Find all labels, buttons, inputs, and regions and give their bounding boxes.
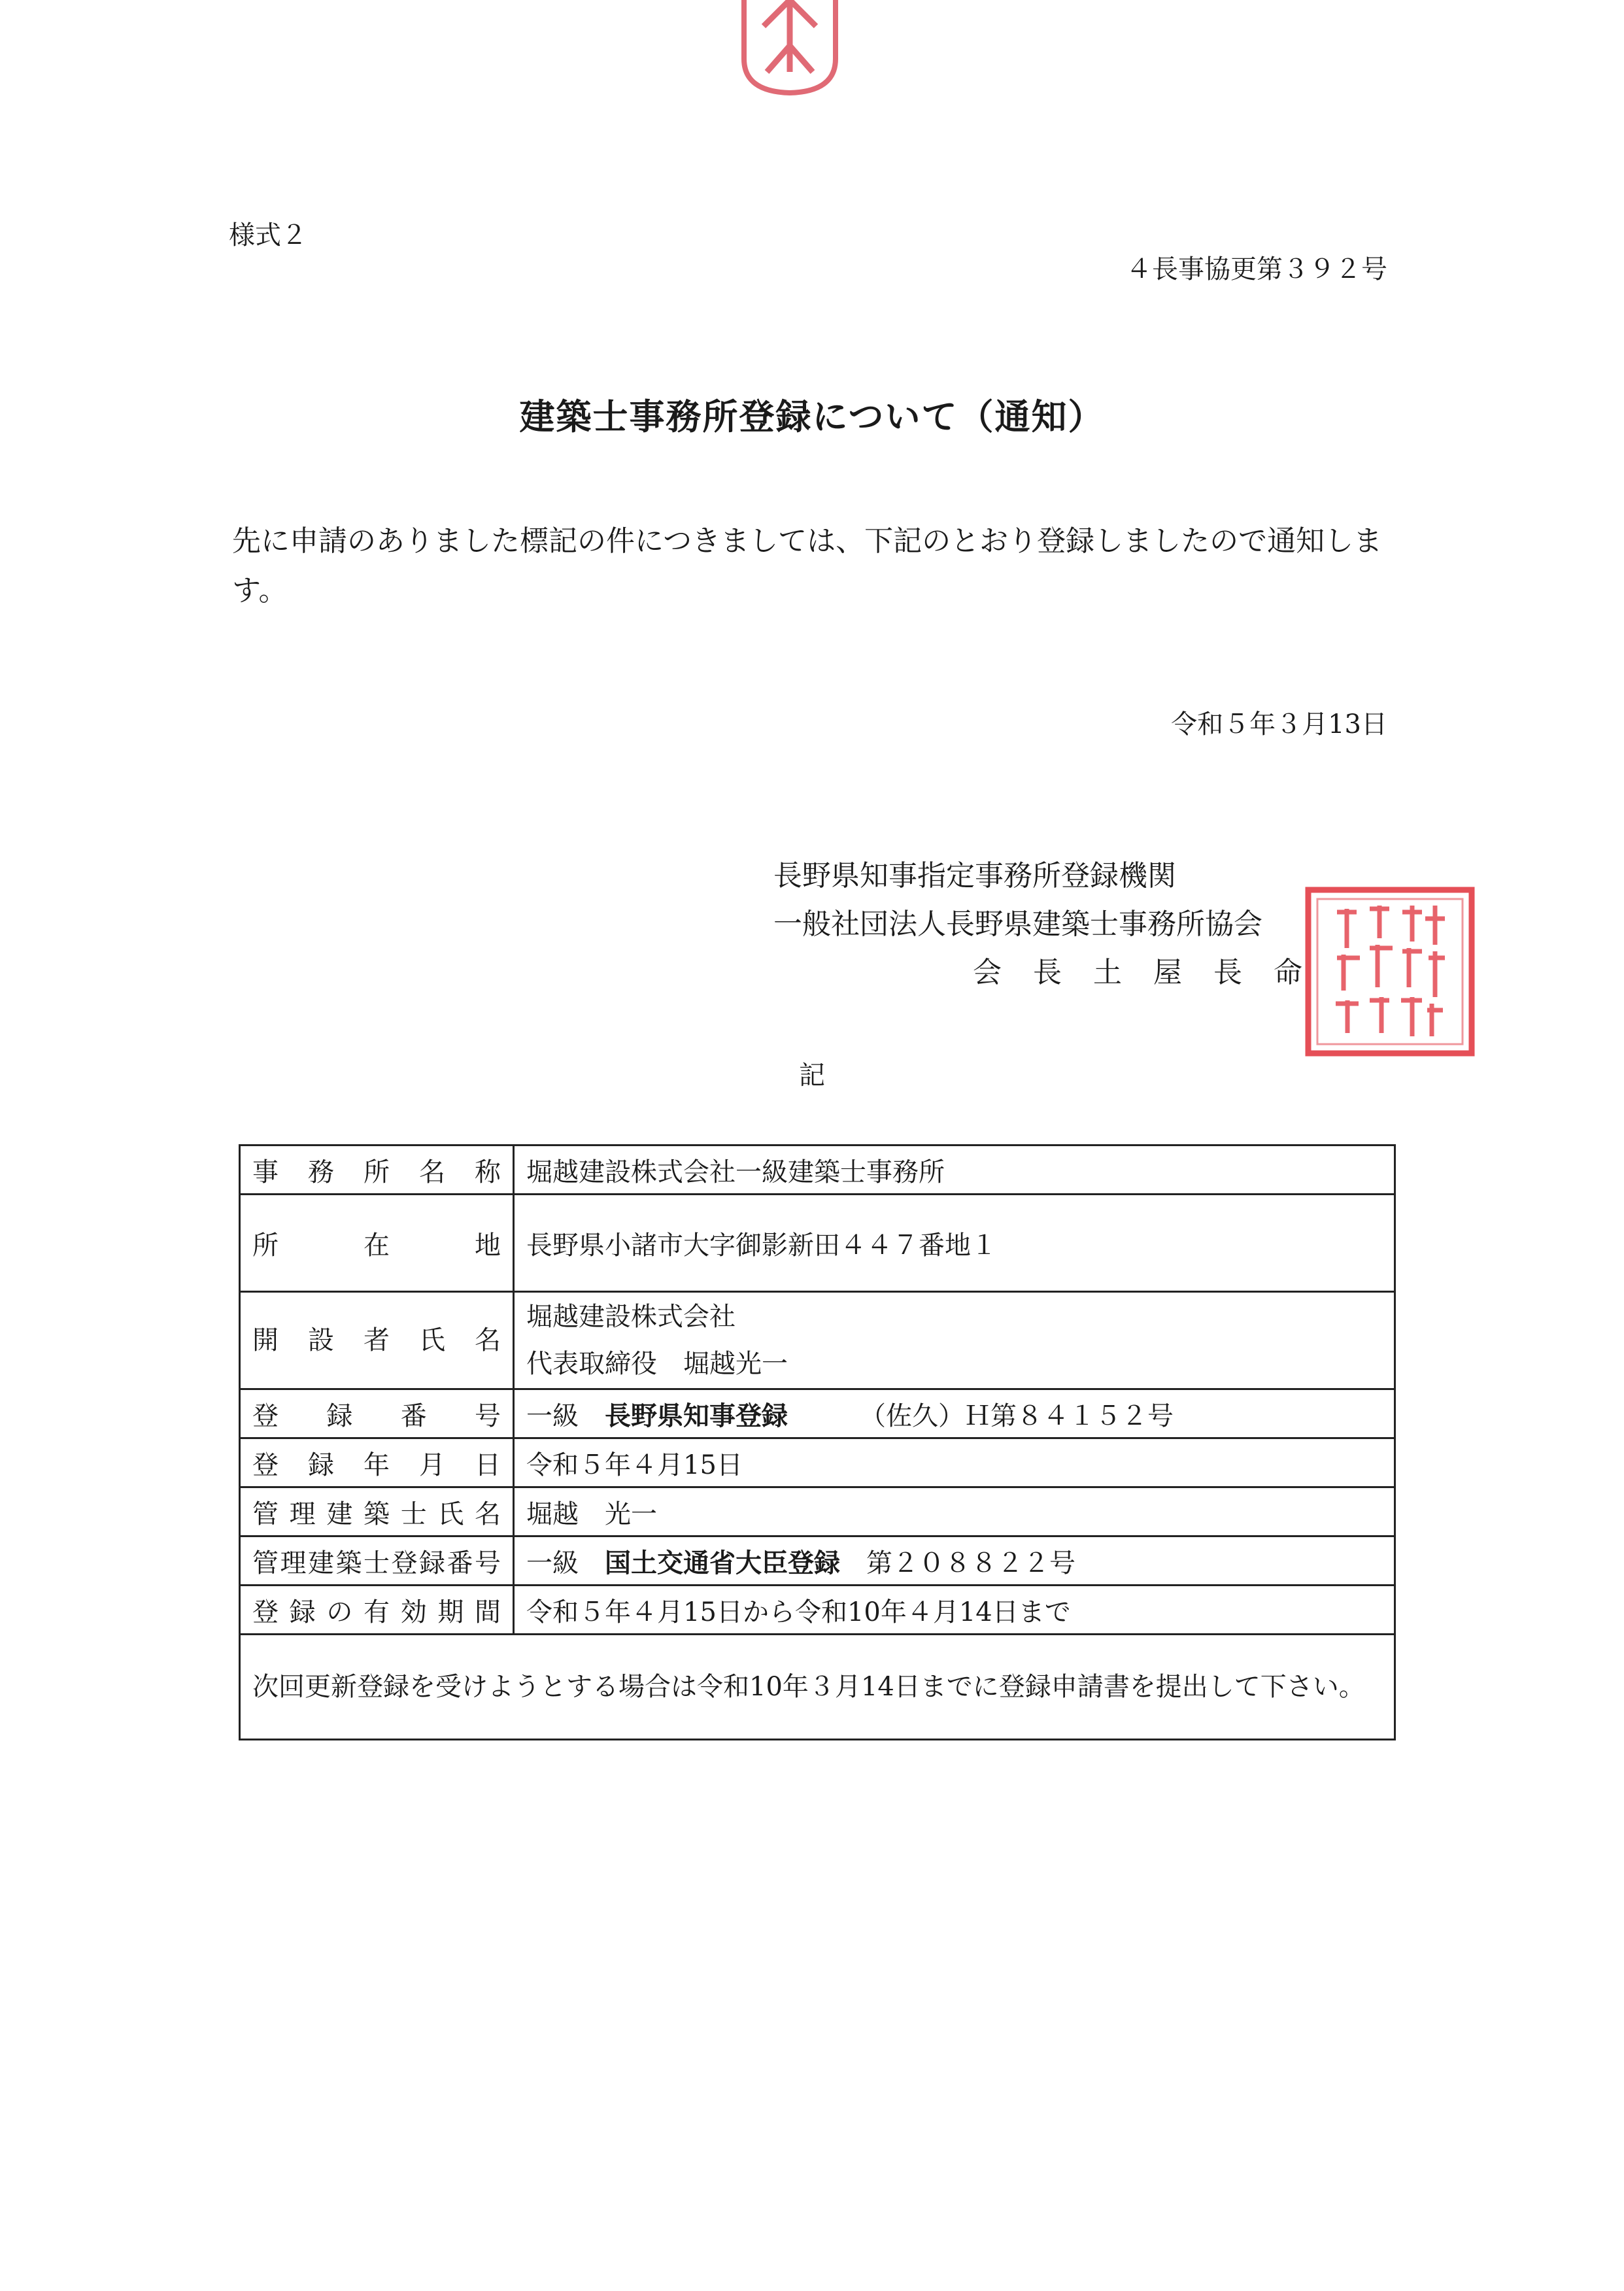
ki-heading: 記 bbox=[799, 1061, 825, 1091]
table-row bbox=[240, 1536, 1395, 1586]
table-row bbox=[240, 1438, 1395, 1487]
office-name-label: 事務所名称 bbox=[240, 1146, 514, 1195]
table-row bbox=[240, 1389, 1395, 1438]
validity-value: 令和５年４月15日から令和10年４月14日まで bbox=[514, 1586, 1395, 1635]
manager-name-label: 管理建築士氏名 bbox=[240, 1487, 514, 1536]
body-text: 先に申請のありました標記の件につきましては、下記のとおり登録しましたので通知します。 bbox=[232, 524, 1383, 607]
table-row bbox=[240, 1195, 1395, 1292]
registration-date-label: 登録年月日 bbox=[240, 1438, 514, 1487]
registration-number: （佐久）Ｈ第８４１５２号 bbox=[860, 1400, 1174, 1431]
document-title: 建築士事務所登録について（通知） bbox=[519, 396, 1105, 437]
issue-date: 令和５年３月13日 bbox=[1171, 709, 1387, 739]
table-row bbox=[240, 1146, 1395, 1195]
official-seal-stamp bbox=[1304, 886, 1476, 1057]
table-row bbox=[240, 1635, 1395, 1740]
manager-grade: 一級 bbox=[526, 1548, 579, 1578]
registration-grade: 一級 bbox=[526, 1400, 579, 1431]
founder-label: 開設者氏名 bbox=[240, 1292, 514, 1389]
form-number: 様式２ bbox=[229, 220, 307, 250]
manager-number-value bbox=[514, 1536, 1395, 1586]
issuer-line-1: 長野県知事指定事務所登録機関 bbox=[773, 859, 1176, 892]
registration-number-value bbox=[514, 1389, 1395, 1438]
founder-value bbox=[514, 1292, 1395, 1389]
table-row bbox=[240, 1487, 1395, 1536]
office-name-value: 堀越建設株式会社一級建築士事務所 bbox=[514, 1146, 1395, 1195]
reference-number: ４長事協更第３９２号 bbox=[1126, 254, 1387, 284]
validity-label: 登録の有効期間 bbox=[240, 1586, 514, 1635]
registration-number-label: 登録番号 bbox=[240, 1389, 514, 1438]
registration-table bbox=[239, 1144, 1396, 1740]
location-value: 長野県小諸市大字御影新田４４７番地１ bbox=[514, 1195, 1395, 1292]
table-row bbox=[240, 1586, 1395, 1635]
renewal-notice: 次回更新登録を受けようとする場合は令和10年３月14日までに登録申請書を提出して下さい。 bbox=[240, 1635, 1395, 1740]
location-label: 所在地 bbox=[240, 1195, 514, 1292]
manager-name-value: 堀越 光一 bbox=[514, 1487, 1395, 1536]
founder-company: 堀越建設株式会社 bbox=[526, 1302, 736, 1332]
manager-number-label: 管理建築士登録番号 bbox=[240, 1536, 514, 1586]
manager-authority: 国土交通省大臣登録 bbox=[605, 1548, 841, 1578]
issuer-line-3: 会長土屋長命 bbox=[973, 956, 1334, 989]
registration-date-value: 令和５年４月15日 bbox=[514, 1438, 1395, 1487]
registration-authority: 長野県知事登録 bbox=[605, 1400, 788, 1431]
top-seal-stamp bbox=[731, 0, 849, 98]
issuer-line-2: 一般社団法人長野県建築士事務所協会 bbox=[773, 908, 1262, 941]
table-row bbox=[240, 1292, 1395, 1389]
manager-number: 第２０８８２２号 bbox=[866, 1548, 1076, 1578]
founder-representative: 代表取締役 堀越光一 bbox=[526, 1349, 788, 1379]
